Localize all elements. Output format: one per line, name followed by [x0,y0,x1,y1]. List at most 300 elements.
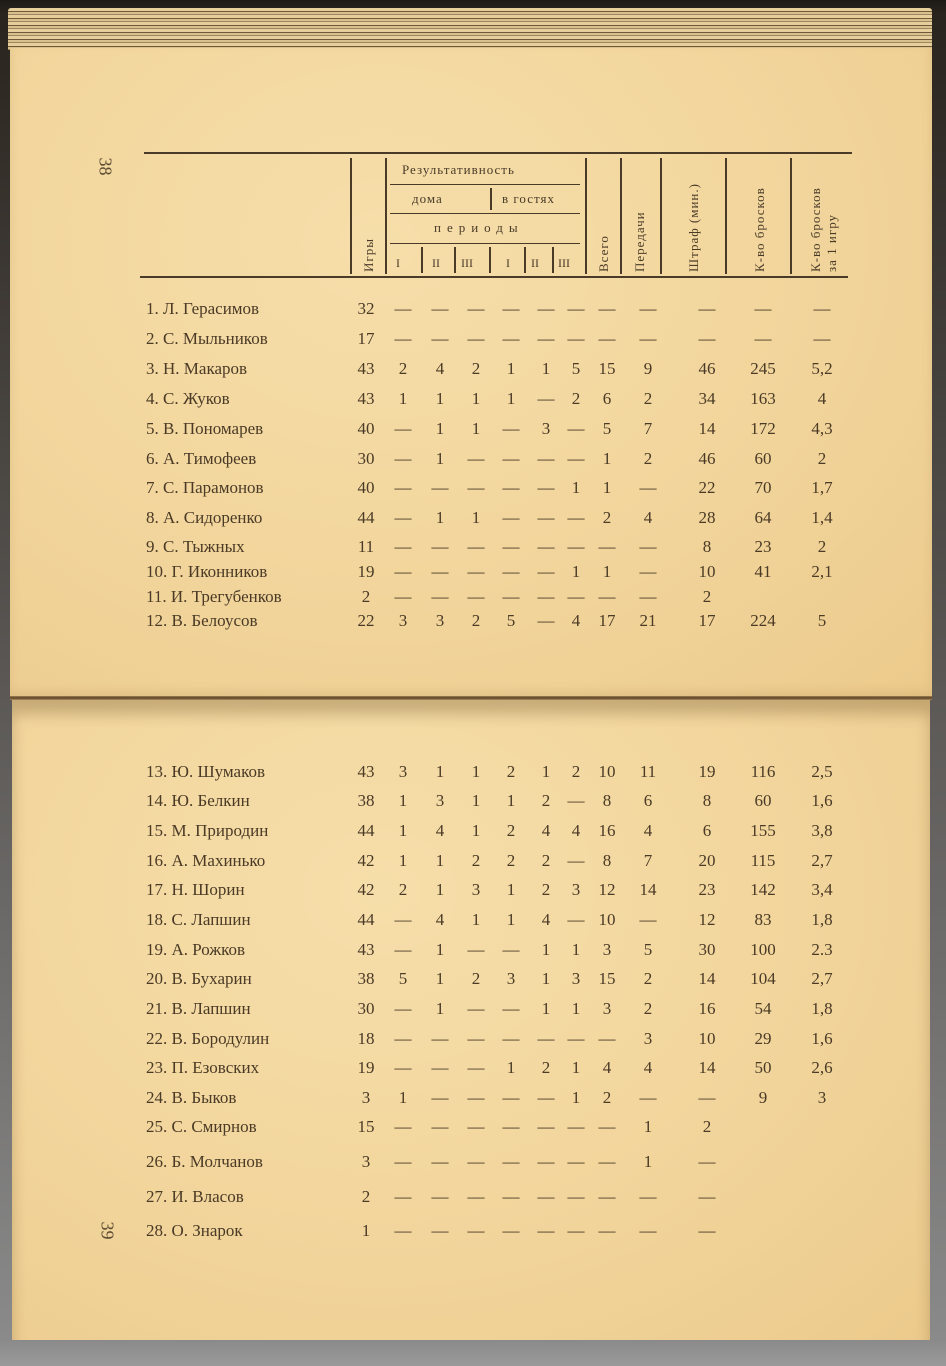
stat-cell: 1 [435,969,445,988]
stat-cell: 1 [398,389,408,408]
stat-cell: — [394,1187,412,1206]
stat-cell: — [537,1152,555,1171]
stat-cell: 60 [754,449,772,468]
stat-cell: 5,2 [811,359,833,378]
player-name: 15. М. Природин [146,821,269,840]
table-row [0,1117,946,1141]
stat-cell: 1 [471,389,481,408]
stat-cell: — [431,1058,449,1077]
stat-cell: 5 [643,940,653,959]
table-row [0,537,946,561]
stat-cell: — [567,1187,585,1206]
stat-cell: 1 [435,508,445,527]
divider [490,188,492,210]
stat-cell: 8 [602,851,612,870]
stat-cell: — [394,299,412,318]
stat-cell: — [813,299,831,318]
stat-cell: 4 [435,910,445,929]
stat-cell: 2,7 [811,851,833,870]
stat-cell: 2 [702,587,712,606]
stat-cell: — [467,449,485,468]
stat-cell: 1 [398,791,408,810]
stat-cell: — [394,940,412,959]
stat-cell: 1 [471,419,481,438]
stat-cell: — [813,329,831,348]
stat-cell: 2 [541,1058,551,1077]
stat-cell: 54 [754,999,772,1018]
stat-cell: 30 [357,999,375,1018]
stat-cell: 155 [750,821,776,840]
stat-cell: — [431,562,449,581]
stat-cell: 43 [357,359,375,378]
stat-cell: 15 [598,969,616,988]
divider [385,158,387,274]
stat-cell: 1 [435,999,445,1018]
stat-cell: 1,6 [811,791,833,810]
stat-cell: 1 [435,419,445,438]
stat-cell: — [567,537,585,556]
stat-cell: 5 [506,611,516,630]
stat-cell: 6 [602,389,612,408]
stat-cell: — [394,449,412,468]
stat-cell: — [502,587,520,606]
stat-cell: 2 [643,449,653,468]
stat-cell: 4 [643,508,653,527]
stat-cell: 50 [754,1058,772,1077]
stat-cell: 3 [506,969,516,988]
stat-cell: 1 [541,940,551,959]
stat-cell: 2 [571,389,581,408]
stat-cell: — [467,329,485,348]
stat-cell: — [698,299,716,318]
stat-cell: — [467,537,485,556]
stat-cell: 18 [357,1029,375,1048]
stat-cell: — [467,1221,485,1240]
player-name: 24. В. Быков [146,1088,237,1107]
stat-cell: 17 [357,329,375,348]
stat-cell: — [567,508,585,527]
stat-cell: — [698,1187,716,1206]
player-name: 7. С. Парамонов [146,478,264,497]
stat-cell: 3 [571,880,581,899]
stat-cell: 16 [598,821,616,840]
stat-cell: 8 [702,791,712,810]
stat-cell: 3 [398,611,408,630]
stat-cell: 28 [698,508,716,527]
stat-cell: 2 [506,851,516,870]
stat-cell: 2 [541,791,551,810]
stat-cell: 1 [602,449,612,468]
stat-cell: 2 [506,762,516,781]
stat-cell: 3 [571,969,581,988]
stat-cell: — [502,299,520,318]
stat-cell: 1 [571,562,581,581]
stat-cell: 1 [435,449,445,468]
table-row [0,1187,946,1211]
stat-cell: — [467,562,485,581]
stat-cell: 104 [750,969,776,988]
stat-cell: 1 [602,478,612,497]
stat-cell: 9 [643,359,653,378]
stat-cell: — [394,478,412,497]
stat-cell: 9 [758,1088,768,1107]
table-row [0,851,946,875]
stat-cell: 3 [602,999,612,1018]
stat-cell: — [567,851,585,870]
stat-cell: 2 [643,389,653,408]
stat-cell: 7 [643,851,653,870]
stat-cell: 46 [698,449,716,468]
stat-cell: — [431,478,449,497]
stat-cell: — [394,562,412,581]
stat-cell: 1 [506,880,516,899]
rule [390,184,580,185]
table-row [0,389,946,413]
header-total: Всего [596,235,611,272]
stat-cell: — [567,1029,585,1048]
stat-cell: 22 [357,611,375,630]
stat-cell: 4 [643,1058,653,1077]
stat-cell: 1 [571,478,581,497]
stat-cell: — [502,537,520,556]
stat-cell: — [502,1029,520,1048]
stat-cell: — [537,1187,555,1206]
stat-cell: — [598,1221,616,1240]
stat-cell: — [537,449,555,468]
player-name: 28. О. Знарок [146,1221,243,1240]
stat-cell: 1 [643,1152,653,1171]
stat-cell: 2 [817,449,827,468]
stat-cell: — [394,508,412,527]
stat-cell: 1 [471,791,481,810]
stat-cell: — [537,587,555,606]
table-row [0,1058,946,1082]
stat-cell: 1 [571,940,581,959]
player-name: 10. Г. Иконников [146,562,268,581]
stat-cell: — [537,1221,555,1240]
player-name: 16. А. Махинько [146,851,266,870]
stat-cell: 1 [471,821,481,840]
stat-cell: 2 [361,587,371,606]
stat-cell: — [639,587,657,606]
divider [552,247,554,273]
stat-cell: 1 [506,1058,516,1077]
stat-cell: 2 [602,1088,612,1107]
stat-cell: 23 [698,880,716,899]
stat-cell: 21 [639,611,657,630]
stat-cell: 1 [643,1117,653,1136]
stat-cell: 2 [541,880,551,899]
stat-cell: 32 [357,299,375,318]
stat-cell: 5 [602,419,612,438]
stat-cell: 4 [571,821,581,840]
stat-cell: 3,4 [811,880,833,899]
stat-cell: — [502,940,520,959]
stat-cell: 60 [754,791,772,810]
stat-cell: — [567,329,585,348]
stat-cell: — [431,1221,449,1240]
stat-cell: — [537,611,555,630]
stat-cell: 1 [435,940,445,959]
stat-cell: 4 [602,1058,612,1077]
stat-cell: 1,7 [811,478,833,497]
stat-cell: 115 [750,851,776,870]
stat-cell: 100 [750,940,776,959]
stat-cell: 3,8 [811,821,833,840]
divider [725,158,727,274]
player-name: 3. Н. Макаров [146,359,248,378]
stat-cell: 1 [435,389,445,408]
header-home: дома [412,191,443,206]
stat-cell: 2.3 [811,940,833,959]
stat-cell: 4 [435,359,445,378]
stat-cell: — [639,299,657,318]
stat-cell: — [394,1117,412,1136]
table-row [0,419,946,443]
table-row [0,762,946,786]
stat-cell: — [394,1058,412,1077]
stat-cell: 40 [357,478,375,497]
stat-cell: 14 [698,969,716,988]
stat-cell: 64 [754,508,772,527]
table-row [0,299,946,323]
stat-cell: 70 [754,478,772,497]
header-periods: периоды [434,220,524,235]
stat-cell: 43 [357,940,375,959]
table-row [0,880,946,904]
player-name: 27. И. Власов [146,1187,244,1206]
stat-cell: 116 [750,762,776,781]
stat-cell: — [537,329,555,348]
stat-cell: 44 [357,508,375,527]
stat-cell: — [537,299,555,318]
rule [390,213,580,214]
stat-cell: — [467,478,485,497]
stat-cell: 19 [357,562,375,581]
stat-cell: 3 [817,1088,827,1107]
stat-cell: 38 [357,969,375,988]
stat-cell: — [394,1152,412,1171]
stat-cell: — [754,329,772,348]
stat-cell: — [394,537,412,556]
player-name: 25. С. Смирнов [146,1117,257,1136]
stat-cell: — [431,587,449,606]
stat-cell: — [502,329,520,348]
stat-cell: 1 [541,359,551,378]
stat-cell: 43 [357,389,375,408]
page-number-top: 38 [95,157,116,176]
stat-cell: 12 [598,880,616,899]
stat-cell: 2 [398,359,408,378]
stat-cell: 3 [471,880,481,899]
stat-cell: 4 [435,821,445,840]
page-number-bottom: 39 [97,1221,118,1240]
stat-cell: — [431,537,449,556]
stat-cell: 2 [643,999,653,1018]
stat-cell: — [502,1088,520,1107]
period-label: III [558,256,570,270]
header-shots-per-game: К-во бросков [808,187,823,272]
stat-cell: — [537,508,555,527]
stat-cell: — [567,1221,585,1240]
divider [421,247,423,273]
stat-cell: 2 [541,851,551,870]
stat-cell: — [467,1187,485,1206]
stat-cell: 4,3 [811,419,833,438]
player-name: 2. С. Мыльников [146,329,268,348]
stat-cell: 22 [698,478,716,497]
header-shots: К-во бросков [752,187,767,272]
table-row [0,791,946,815]
stat-cell: — [698,329,716,348]
stat-cell: 1 [506,359,516,378]
stat-cell: 29 [754,1029,772,1048]
stat-cell: 14 [639,880,657,899]
stat-cell: 5 [571,359,581,378]
header-effectiveness: Результативность [402,162,515,177]
table-row [0,999,946,1023]
period-label: I [506,256,510,270]
stat-cell: — [639,562,657,581]
stat-cell: 19 [357,1058,375,1077]
stat-cell: 4 [541,821,551,840]
stat-cell: 1 [541,762,551,781]
header-games: Игры [361,238,376,272]
stat-cell: 8 [702,537,712,556]
stat-cell: 30 [357,449,375,468]
stat-cell: 6 [702,821,712,840]
header-shots-per-game-2: за 1 игру [824,213,839,272]
stat-cell: — [394,999,412,1018]
stat-cell: 38 [357,791,375,810]
player-name: 14. Ю. Белкин [146,791,250,810]
stat-cell: 1 [471,910,481,929]
stat-cell: 3 [541,419,551,438]
stat-cell: 2 [506,821,516,840]
stat-cell: — [502,1221,520,1240]
stat-cell: 8 [602,791,612,810]
table-row [0,969,946,993]
stat-cell: — [431,1187,449,1206]
stat-cell: 1 [471,508,481,527]
stat-cell: — [567,791,585,810]
stat-cell: — [567,1152,585,1171]
stat-cell: — [567,1117,585,1136]
divider [790,158,792,274]
stat-cell: 41 [754,562,772,581]
stat-cell: — [639,537,657,556]
stat-cell: — [537,478,555,497]
table-row [0,478,946,502]
stat-cell: — [537,537,555,556]
header-top-rule [144,152,852,154]
table-row [0,1088,946,1112]
divider [454,247,456,273]
stat-cell: — [598,1187,616,1206]
player-name: 12. В. Белоусов [146,611,258,630]
player-name: 20. В. Бухарин [146,969,252,988]
stat-cell: — [394,910,412,929]
stat-cell: 3 [643,1029,653,1048]
stat-cell: 17 [698,611,716,630]
stat-cell: 34 [698,389,716,408]
stat-cell: 14 [698,1058,716,1077]
stat-cell: 1 [571,1058,581,1077]
stat-cell: 1,4 [811,508,833,527]
header-penalty: Штраф (мин.) [686,183,701,272]
stat-cell: 1 [435,880,445,899]
stat-cell: — [431,1152,449,1171]
player-name: 19. А. Рожков [146,940,246,959]
stat-cell: — [537,1029,555,1048]
stat-cell: — [598,587,616,606]
stat-cell: — [431,299,449,318]
stat-cell: — [502,999,520,1018]
stat-cell: — [537,562,555,581]
stat-cell: — [467,999,485,1018]
stat-cell: 245 [750,359,776,378]
stat-cell: 2,6 [811,1058,833,1077]
stat-cell: 5 [398,969,408,988]
player-name: 21. В. Лапшин [146,999,251,1018]
stat-cell: 42 [357,851,375,870]
stat-cell: 3 [361,1152,371,1171]
stat-cell: 1 [571,999,581,1018]
stat-cell: — [567,449,585,468]
table-row [0,329,946,353]
stat-cell: — [598,329,616,348]
table-row [0,821,946,845]
stat-cell: 1,8 [811,999,833,1018]
stat-cell: 1 [471,762,481,781]
stat-cell: 3 [435,611,445,630]
header-away: в гостях [502,191,555,206]
stat-cell: 44 [357,910,375,929]
stat-cell: 10 [598,762,616,781]
stat-cell: — [567,419,585,438]
stat-cell: — [394,329,412,348]
stat-cell: — [394,419,412,438]
stat-cell: 40 [357,419,375,438]
stat-cell: 3 [602,940,612,959]
stat-cell: 1,8 [811,910,833,929]
stat-cell: 2 [602,508,612,527]
stat-cell: 10 [698,562,716,581]
player-name: 6. А. Тимофеев [146,449,257,468]
stat-cell: 2 [398,880,408,899]
stat-cell: 1 [506,910,516,929]
stat-cell: 2 [471,969,481,988]
stat-cell: 4 [541,910,551,929]
stat-cell: 2 [571,762,581,781]
header-assists: Передачи [632,211,647,272]
divider [585,158,587,274]
rule [390,243,580,244]
stat-cell: 2,5 [811,762,833,781]
stat-cell: 5 [817,611,827,630]
stat-cell: 1,6 [811,1029,833,1048]
stat-cell: — [698,1221,716,1240]
stat-cell: — [431,329,449,348]
stat-cell: 2 [702,1117,712,1136]
stat-cell: 15 [598,359,616,378]
stat-cell: 23 [754,537,772,556]
stat-cell: 3 [435,791,445,810]
table-row [0,910,946,934]
stat-cell: — [467,587,485,606]
stat-cell: 7 [643,419,653,438]
stat-cell: — [502,1152,520,1171]
